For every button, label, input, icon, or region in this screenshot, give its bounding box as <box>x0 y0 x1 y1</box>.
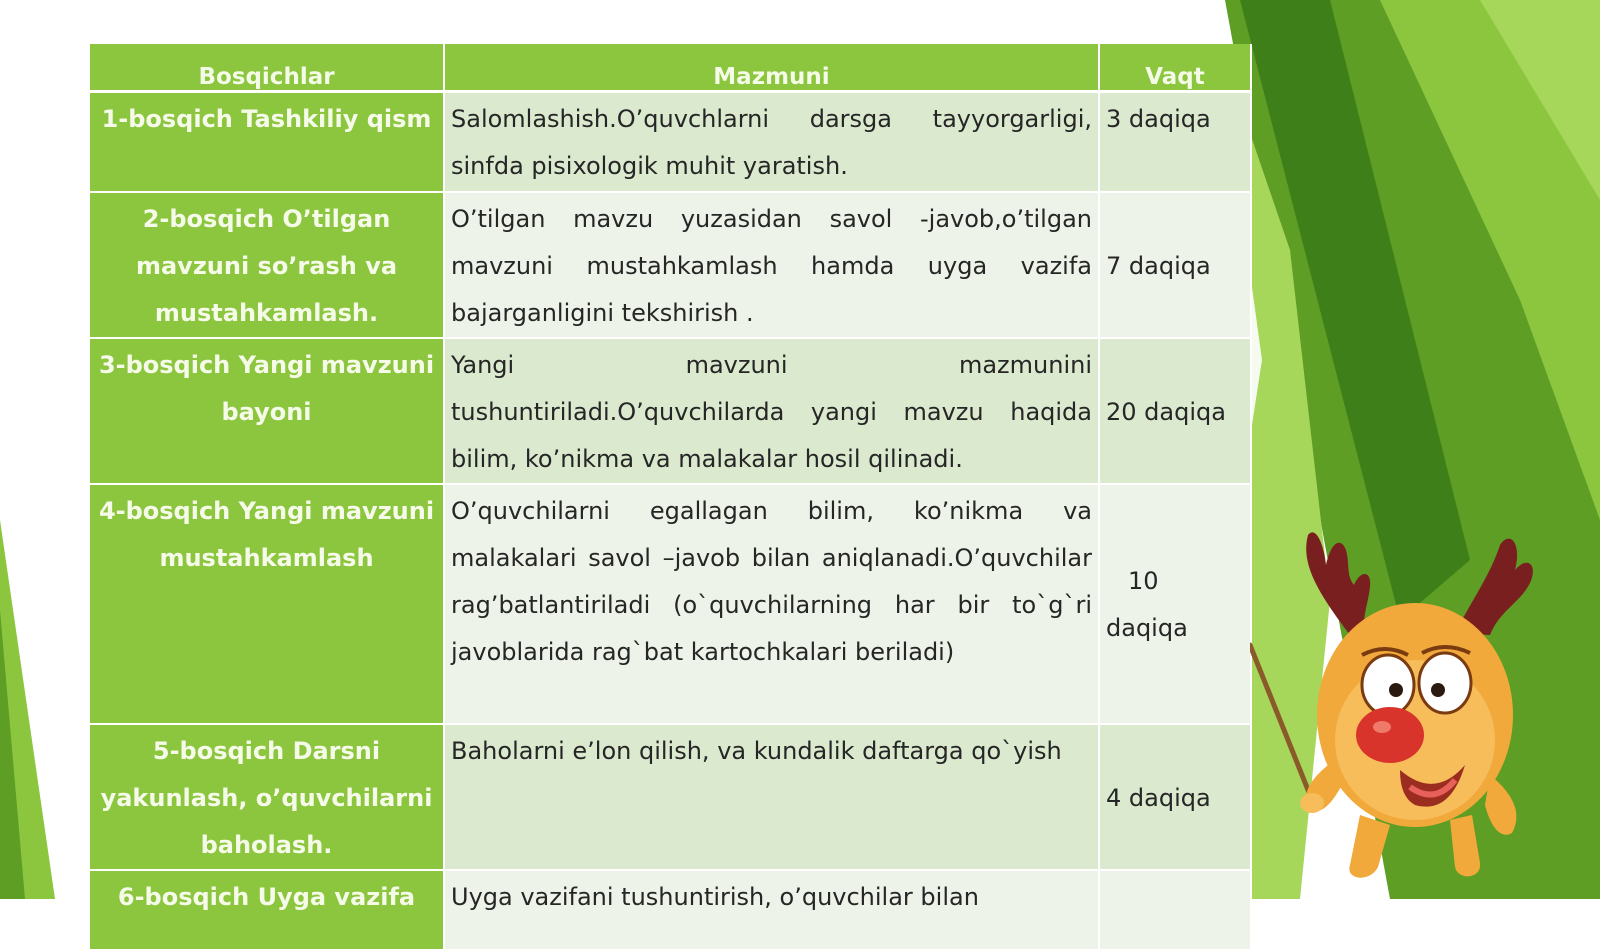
time-cell: 3 daqiqa <box>1099 92 1251 192</box>
time-cell <box>1099 870 1251 950</box>
stage-cell: 1-bosqich Tashkiliy qism <box>89 92 444 192</box>
content-cell: O’quvchilarni egallagan bilim, ko’nikma va malakalari savol –javob bilan aniqlanadi.O’quvchilar rag’batlantiriladi (o`quvchilarning har bir to`g`ri javoblarida rag`bat kartochkalari beriladi) <box>444 484 1099 724</box>
table-header-row <box>89 44 1251 92</box>
column-header-time: Vaqt <box>1099 44 1251 92</box>
time-cell <box>1099 484 1251 724</box>
time-cell: 4 daqiqa <box>1099 724 1251 870</box>
cartoon-moose-pointer-icon <box>1250 515 1570 899</box>
content-cell: Uyga vazifani tushuntirish, o’quvchilar bilan <box>444 870 1099 950</box>
content-cell: Salomlashish.O’quvchlarni darsga tayyorgarligi, sinfda pisixologik muhit yaratish. <box>444 92 1099 192</box>
table-row <box>89 92 1251 192</box>
table-row <box>89 338 1251 484</box>
content-cell: Baholarni e’lon qilish, va kundalik daftarga qo`yish <box>444 724 1099 870</box>
stage-cell: 2-bosqich O’tilgan mavzuni so’rash va mustahkamlash. <box>89 192 444 338</box>
table-row <box>89 870 1251 950</box>
stage-cell: 5-bosqich Darsni yakunlash, o’quvchilarni baholash. <box>89 724 444 870</box>
column-header-content: Mazmuni <box>444 44 1099 92</box>
column-header-stages: Bosqichlar <box>89 44 444 92</box>
time-unit: daqiqa <box>1106 614 1188 642</box>
table-row <box>89 484 1251 724</box>
time-cell: 20 daqiqa <box>1099 338 1251 484</box>
stage-cell: 4-bosqich Yangi mavzuni mustahkamlash <box>89 484 444 724</box>
table-row <box>89 724 1251 870</box>
content-cell: Yangi mavzuni mazmunini tushuntiriladi.O’quvchilarda yangi mavzu haqida bilim, ko’nikma va malakalar hosil qilinadi. <box>444 338 1099 484</box>
time-cell: 7 daqiqa <box>1099 192 1251 338</box>
stage-cell: 3-bosqich Yangi mavzuni bayoni <box>89 338 444 484</box>
time-value: 10 <box>1128 567 1159 595</box>
stage-cell: 6-bosqich Uyga vazifa <box>89 870 444 950</box>
table-row <box>89 192 1251 338</box>
content-cell: O’tilgan mavzu yuzasidan savol -javob,o’tilgan mavzuni mustahkamlash hamda uyga vazifa bajarganligini tekshirish . <box>444 192 1099 338</box>
lesson-plan-table <box>88 44 1252 951</box>
